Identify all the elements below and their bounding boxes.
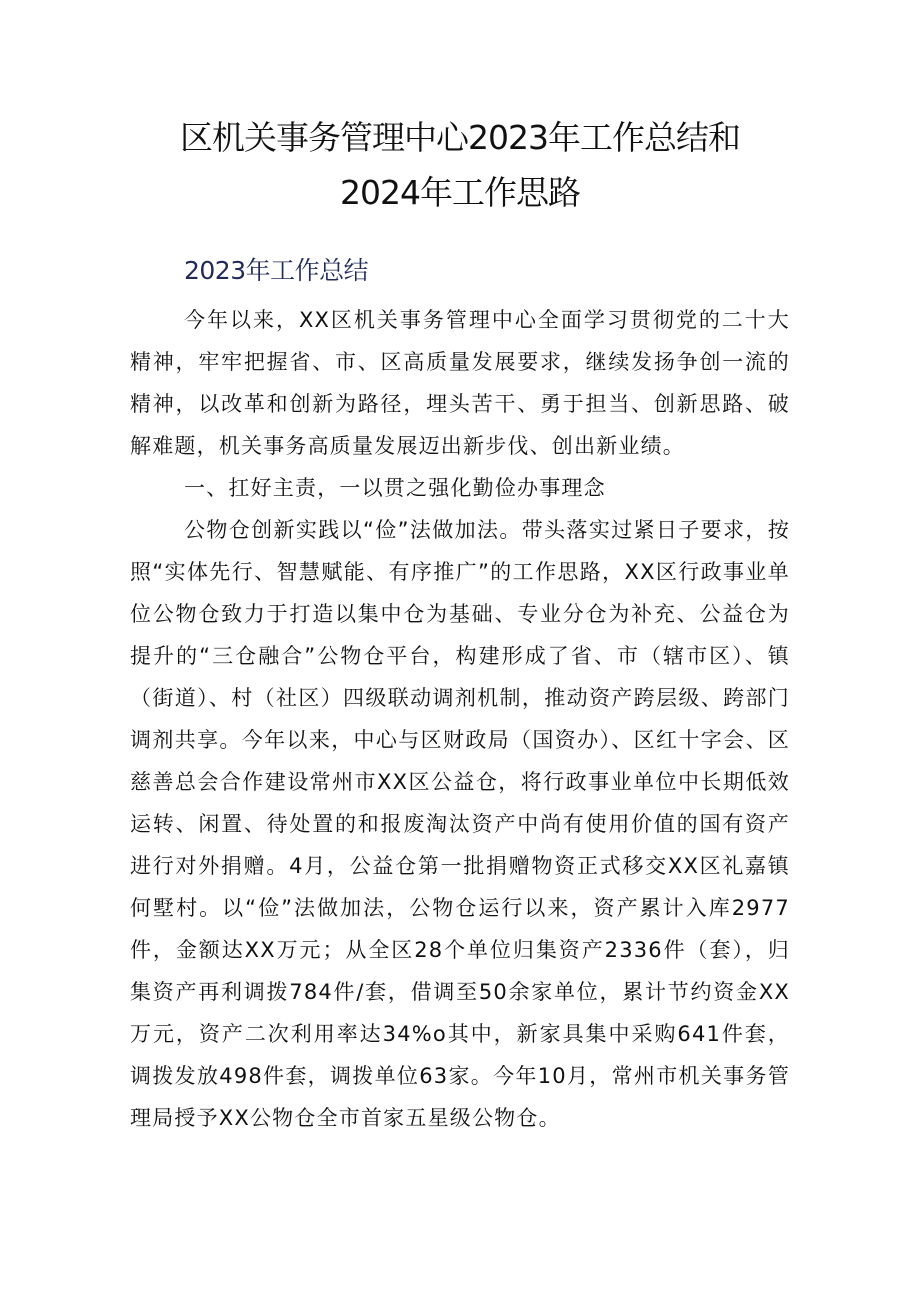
title-line-1: 区机关事务管理中心2023年工作总结和 [180,118,740,157]
paragraph-intro: 今年以来，XX区机关事务管理中心全面学习贯彻党的二十大精神，牢牢把握省、市、区高质量发展要求，继续发扬争创一流的精神，以改革和创新为路径，埋头苦干、勇于担当、创新思路、破解难题，机关事务高质量发展迈出新步伐、创出新业绩。 [130,308,790,458]
section-heading: 2023年工作总结 [184,256,369,285]
paragraph-warehouse: 公物仓创新实践以“俭”法做加法。带头落实过紧日子要求，按照“实体先行、智慧赋能、有序推广”的工作思路，XX区行政事业单位公物仓致力于打造以集中仓为基础、专业分仓为补充、公益仓为提升的“三仓融合”公物仓平台，构建形成了省、市（辖市区）、镇（街道）、村（社区）四级联动调剂机制，推动资产跨层级、跨部门调剂共享。今年以来，中心与区财政局（国资办）、区红十字会、区慈善总会合作建设常州市XX区公益仓，将行政事业单位中长期低效运转、闲置、待处置的和报废淘汰资产中尚有使用价值的国有资产进行对外捐赠。4月，公益仓第一批捐赠物资正式移交XX区礼嘉镇何墅村。以“俭”法做加法，公物仓运行以来，资产累计入库2977件，金额达XX万元；从全区28个单位归集资产2336件（套），归集资产再利调拨784件/套，借调至50余家单位，累计节约资金XX万元，资产二次利用率达34%o其中，新家具集中采购641件套，调拨发放498件套，调拨单位63家。今年10月，常州市机关事务管理局授予XX公物仓全市首家五星级公物仓。 [130,518,790,1130]
subheading-one: 一、扛好主责，一以贯之强化勤俭办事理念 [184,476,606,500]
title-line-2: 2024年工作思路 [340,173,580,212]
document-title [120,110,800,220]
